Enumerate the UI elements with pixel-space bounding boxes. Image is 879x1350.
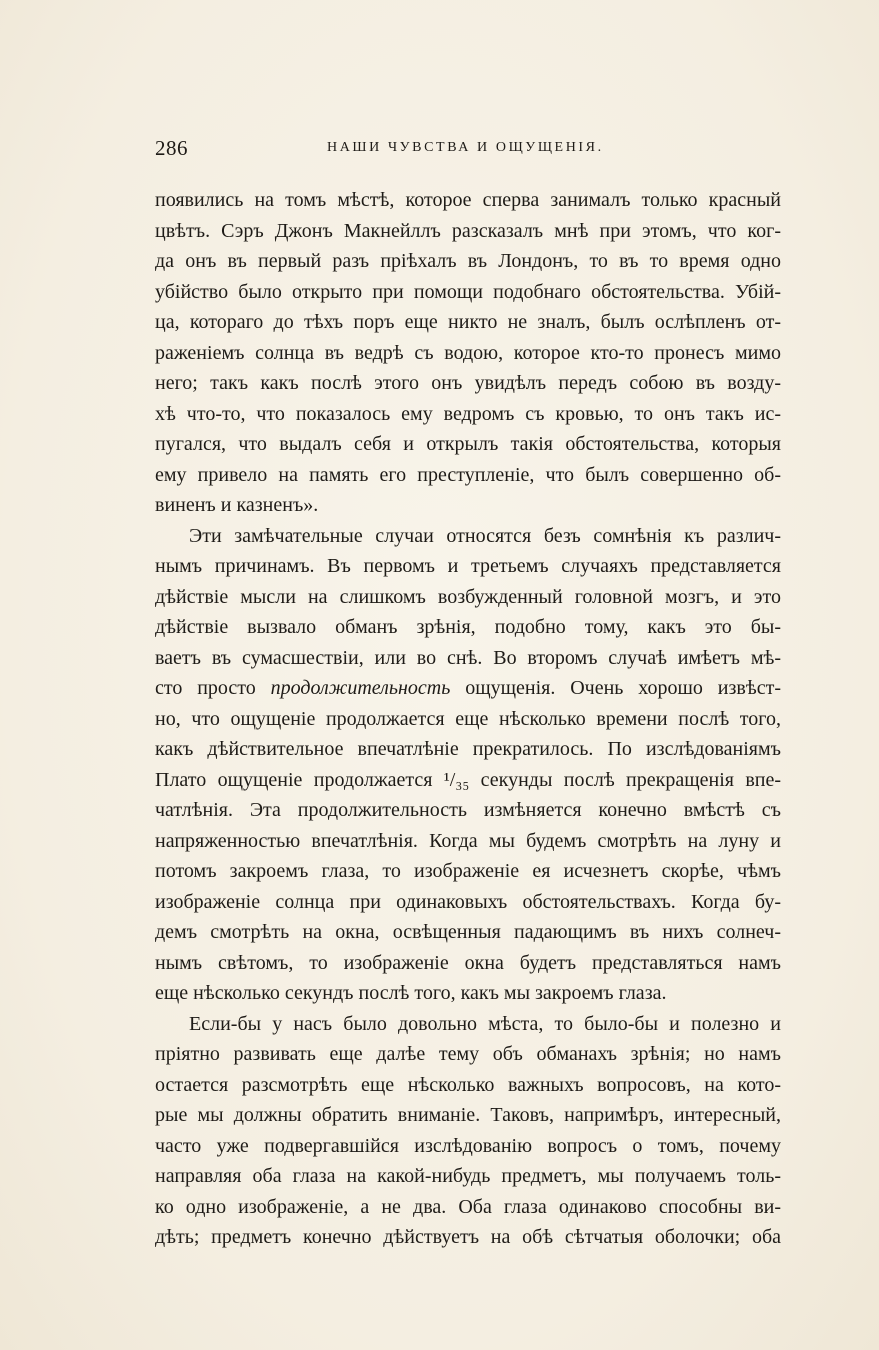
text-line: нымъ свѣтомъ, то изображеніе окна будетъ представляться намъ: [155, 951, 781, 974]
text-line: убійство было открыто при помощи подобнаго обстоятельства. Убій-: [155, 280, 781, 303]
text-line: ко одно изображеніе, а не два. Оба глаза одинаково способны ви-: [155, 1195, 781, 1218]
text-line: часто уже подвергавшійся изслѣдованію вопросъ о томъ, почему: [155, 1134, 781, 1157]
running-head: [155, 136, 795, 162]
text-line: него; такъ какъ послѣ этого онъ увидѣлъ передъ собою въ возду-: [155, 372, 781, 394]
text-line: ваетъ въ сумасшествіи, или во снѣ. Во второмъ случаѣ имѣетъ мѣ-: [155, 646, 781, 669]
text-line: рые мы должны обратить вниманіе. Таковъ, напримѣръ, интересный,: [155, 1104, 781, 1126]
text-line-with-italic: сто просто продолжительность ощущенія. Очень хорошо извѣст-: [155, 677, 781, 699]
text-line: раженіемъ солнца въ ведрѣ съ водою, которое кто-то пронесъ мимо: [155, 341, 781, 364]
text-line: да онъ въ первый разъ пріѣхалъ въ Лондонъ, то въ то время одно: [155, 250, 781, 272]
text-line: остается разсмотрѣть еще нѣсколько важныхъ вопросовъ, на кото-: [155, 1073, 781, 1096]
text-line: потомъ закроемъ глаза, то изображеніе ея исчезнетъ скорѣе, чѣмъ: [155, 860, 781, 882]
text-line: нымъ причинамъ. Въ первомъ и третьемъ случаяхъ представляется: [155, 555, 781, 577]
text-line: пріятно развивать еще далѣе тему объ обманахъ зрѣнія; но намъ: [155, 1043, 781, 1065]
text-line: но, что ощущеніе продолжается еще нѣсколько времени послѣ того,: [155, 707, 781, 730]
paragraph-1: [155, 185, 781, 521]
running-title: НАШИ ЧУВСТВА И ОЩУЩЕНІЯ.: [327, 140, 604, 155]
text-line: цвѣтъ. Сэръ Джонъ Макнейллъ разсказалъ мнѣ при этомъ, что ког-: [155, 219, 781, 242]
text-line: дѣйствіе вызвало обманъ зрѣнія, подобно тому, какъ это бы-: [155, 616, 781, 638]
text-line: напряженностью впечатлѣнія. Когда мы будемъ смотрѣть на луну и: [155, 829, 781, 852]
paragraph-2: [155, 521, 781, 1009]
text-line: изображеніе солнца при одинаковыхъ обстоятельствахъ. Когда бу-: [155, 890, 781, 913]
text-line: дѣйствіе мысли на слишкомъ возбужденный головной мозгъ, и это: [155, 585, 781, 608]
text-line: какъ дѣйствительное впечатлѣніе прекратилось. По изслѣдованіямъ: [155, 738, 781, 760]
text-line: появились на томъ мѣстѣ, которое сперва занималъ только красный: [155, 189, 781, 211]
text-line: Плато ощущеніе продолжается ¹/₃₅ секунды послѣ прекращенія впе-: [155, 768, 781, 791]
body-text: [155, 185, 781, 1253]
text-line: демъ смотрѣть на окна, освѣщенныя падающимъ въ нихъ солнеч-: [155, 921, 781, 943]
text-line: Если-бы у насъ было довольно мѣста, то было-бы и полезно и: [189, 1012, 781, 1035]
italic-emphasis: продолжительность: [270, 677, 451, 699]
text-line: еще нѣсколько секундъ послѣ того, какъ мы закроемъ глаза.: [155, 982, 667, 1004]
page-number: 286: [155, 136, 188, 160]
text-line: чатлѣнія. Эта продолжительность измѣняется конечно вмѣстѣ съ: [155, 799, 781, 821]
text-line: направляя оба глаза на какой-нибудь предметъ, мы получаемъ толь-: [155, 1165, 781, 1187]
text-line: ца, котораго до тѣхъ поръ еще никто не зналъ, былъ ослѣпленъ от-: [155, 311, 781, 333]
text-line: ему привело на память его преступленіе, что былъ совершенно об-: [155, 463, 781, 486]
text-line: пугался, что выдалъ себя и открылъ такія обстоятельства, которыя: [155, 433, 781, 455]
text-line: хѣ что-то, что показалось ему ведромъ съ кровью, то онъ такъ ис-: [155, 402, 781, 425]
paragraph-3: [155, 1009, 781, 1253]
text-line: дѣть; предметъ конечно дѣйствуетъ на обѣ сѣтчатыя оболочки; оба: [155, 1226, 781, 1248]
text-line: виненъ и казненъ».: [155, 494, 319, 516]
text-line: Эти замѣчательные случаи относятся безъ сомнѣнія къ различ-: [189, 524, 781, 547]
